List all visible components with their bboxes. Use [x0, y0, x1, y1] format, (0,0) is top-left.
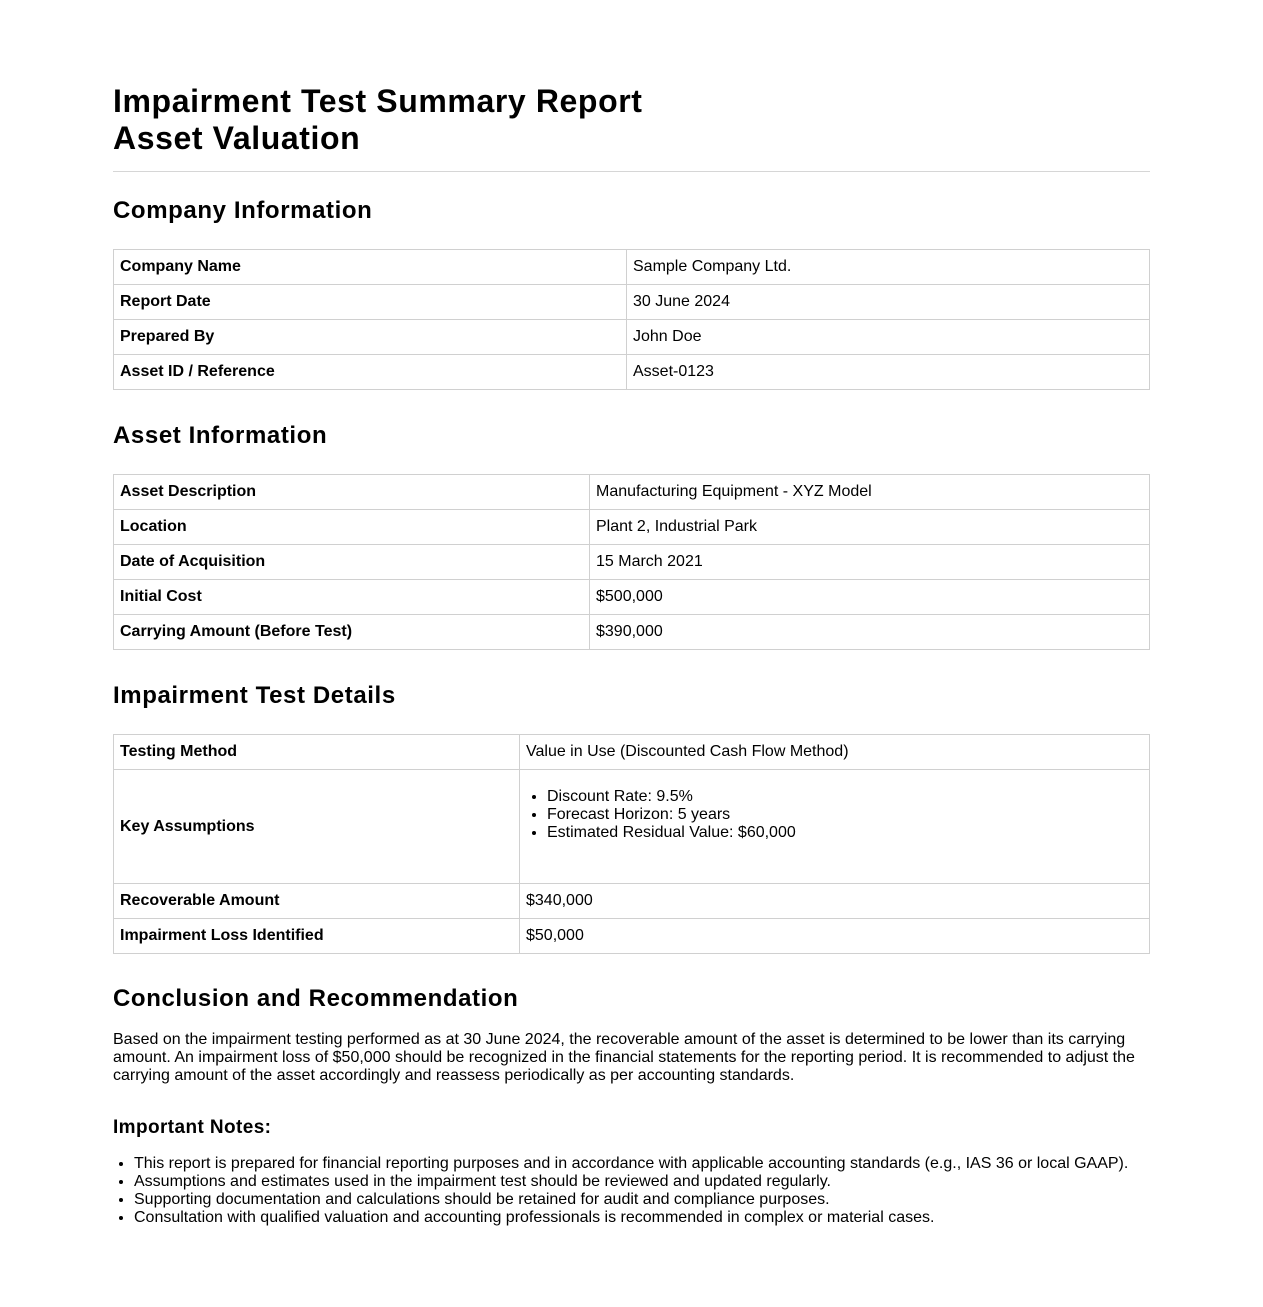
table-row — [114, 770, 1150, 884]
test-details-heading: Impairment Test Details — [113, 682, 396, 709]
asset-description-label: Asset Description — [114, 475, 590, 510]
list-item: • This report is prepared for financial reporting purposes and in accordance with applicable accounting standards (e.g., IAS 36 or local GAAP). — [134, 1155, 1150, 1173]
company-name-value: Sample Company Ltd. — [627, 250, 1150, 285]
key-assumptions-cell — [520, 770, 1150, 884]
conclusion-heading: Conclusion and Recommendation — [113, 985, 519, 1012]
company-info-table — [113, 249, 1150, 390]
table-row — [114, 919, 1150, 954]
impairment-loss-label: Impairment Loss Identified — [114, 919, 520, 954]
prepared-by-value: John Doe — [627, 320, 1150, 355]
report-title — [113, 0, 1150, 157]
key-assumptions-label: Key Assumptions — [114, 770, 520, 884]
table-row — [114, 510, 1150, 545]
table-row — [114, 250, 1150, 285]
prepared-by-label: Prepared By — [114, 320, 627, 355]
asset-info-heading: Asset Information — [113, 422, 328, 449]
recoverable-amount-label: Recoverable Amount — [114, 884, 520, 919]
company-name-label: Company Name — [114, 250, 627, 285]
key-assumptions-list — [526, 788, 1143, 842]
notes-list — [113, 1155, 1150, 1227]
list-item: • Consultation with qualified valuation and accounting professionals is recommended in complex or material cases. — [134, 1209, 1150, 1227]
location-value: Plant 2, Industrial Park — [590, 510, 1150, 545]
recoverable-amount-value: $340,000 — [520, 884, 1150, 919]
title-divider — [113, 171, 1150, 172]
report-title-line1: Impairment Test Summary Report — [113, 83, 643, 119]
table-row — [114, 615, 1150, 650]
table-row — [114, 580, 1150, 615]
initial-cost-value: $500,000 — [590, 580, 1150, 615]
carrying-amount-label: Carrying Amount (Before Test) — [114, 615, 590, 650]
impairment-loss-value: $50,000 — [520, 919, 1150, 954]
testing-method-label: Testing Method — [114, 735, 520, 770]
list-item: • Estimated Residual Value: $60,000 — [547, 824, 1143, 842]
report-title-line2: Asset Valuation — [113, 120, 361, 156]
initial-cost-label: Initial Cost — [114, 580, 590, 615]
location-label: Location — [114, 510, 590, 545]
table-row — [114, 884, 1150, 919]
list-item: • Supporting documentation and calculations should be retained for audit and compliance purposes. — [134, 1191, 1150, 1209]
table-row — [114, 545, 1150, 580]
conclusion-text: Based on the impairment testing performed as at 30 June 2024, the recoverable amount of the asset is determined to be lower than its carrying amount. An impairment loss of $50,000 should be recognized in the financial statements for the reporting period. It is recommended to adjust the carrying amount of the asset accordingly and reassess periodically as per accounting standards. — [113, 1031, 1135, 1084]
notes-heading: Important Notes: — [113, 1117, 272, 1138]
report-page — [113, 0, 1150, 1227]
table-row — [114, 475, 1150, 510]
testing-method-value: Value in Use (Discounted Cash Flow Method) — [520, 735, 1150, 770]
asset-id-value: Asset-0123 — [627, 355, 1150, 390]
acquisition-date-label: Date of Acquisition — [114, 545, 590, 580]
asset-description-value: Manufacturing Equipment - XYZ Model — [590, 475, 1150, 510]
table-row — [114, 320, 1150, 355]
table-row — [114, 735, 1150, 770]
list-item: • Assumptions and estimates used in the impairment test should be reviewed and updated regularly. — [134, 1173, 1150, 1191]
report-date-value: 30 June 2024 — [627, 285, 1150, 320]
acquisition-date-value: 15 March 2021 — [590, 545, 1150, 580]
asset-info-table — [113, 474, 1150, 650]
carrying-amount-value: $390,000 — [590, 615, 1150, 650]
table-row — [114, 355, 1150, 390]
asset-id-label: Asset ID / Reference — [114, 355, 627, 390]
test-details-table — [113, 734, 1150, 954]
list-item: • Discount Rate: 9.5% — [547, 788, 1143, 806]
company-info-heading: Company Information — [113, 197, 373, 224]
table-row — [114, 285, 1150, 320]
report-date-label: Report Date — [114, 285, 627, 320]
list-item: • Forecast Horizon: 5 years — [547, 806, 1143, 824]
